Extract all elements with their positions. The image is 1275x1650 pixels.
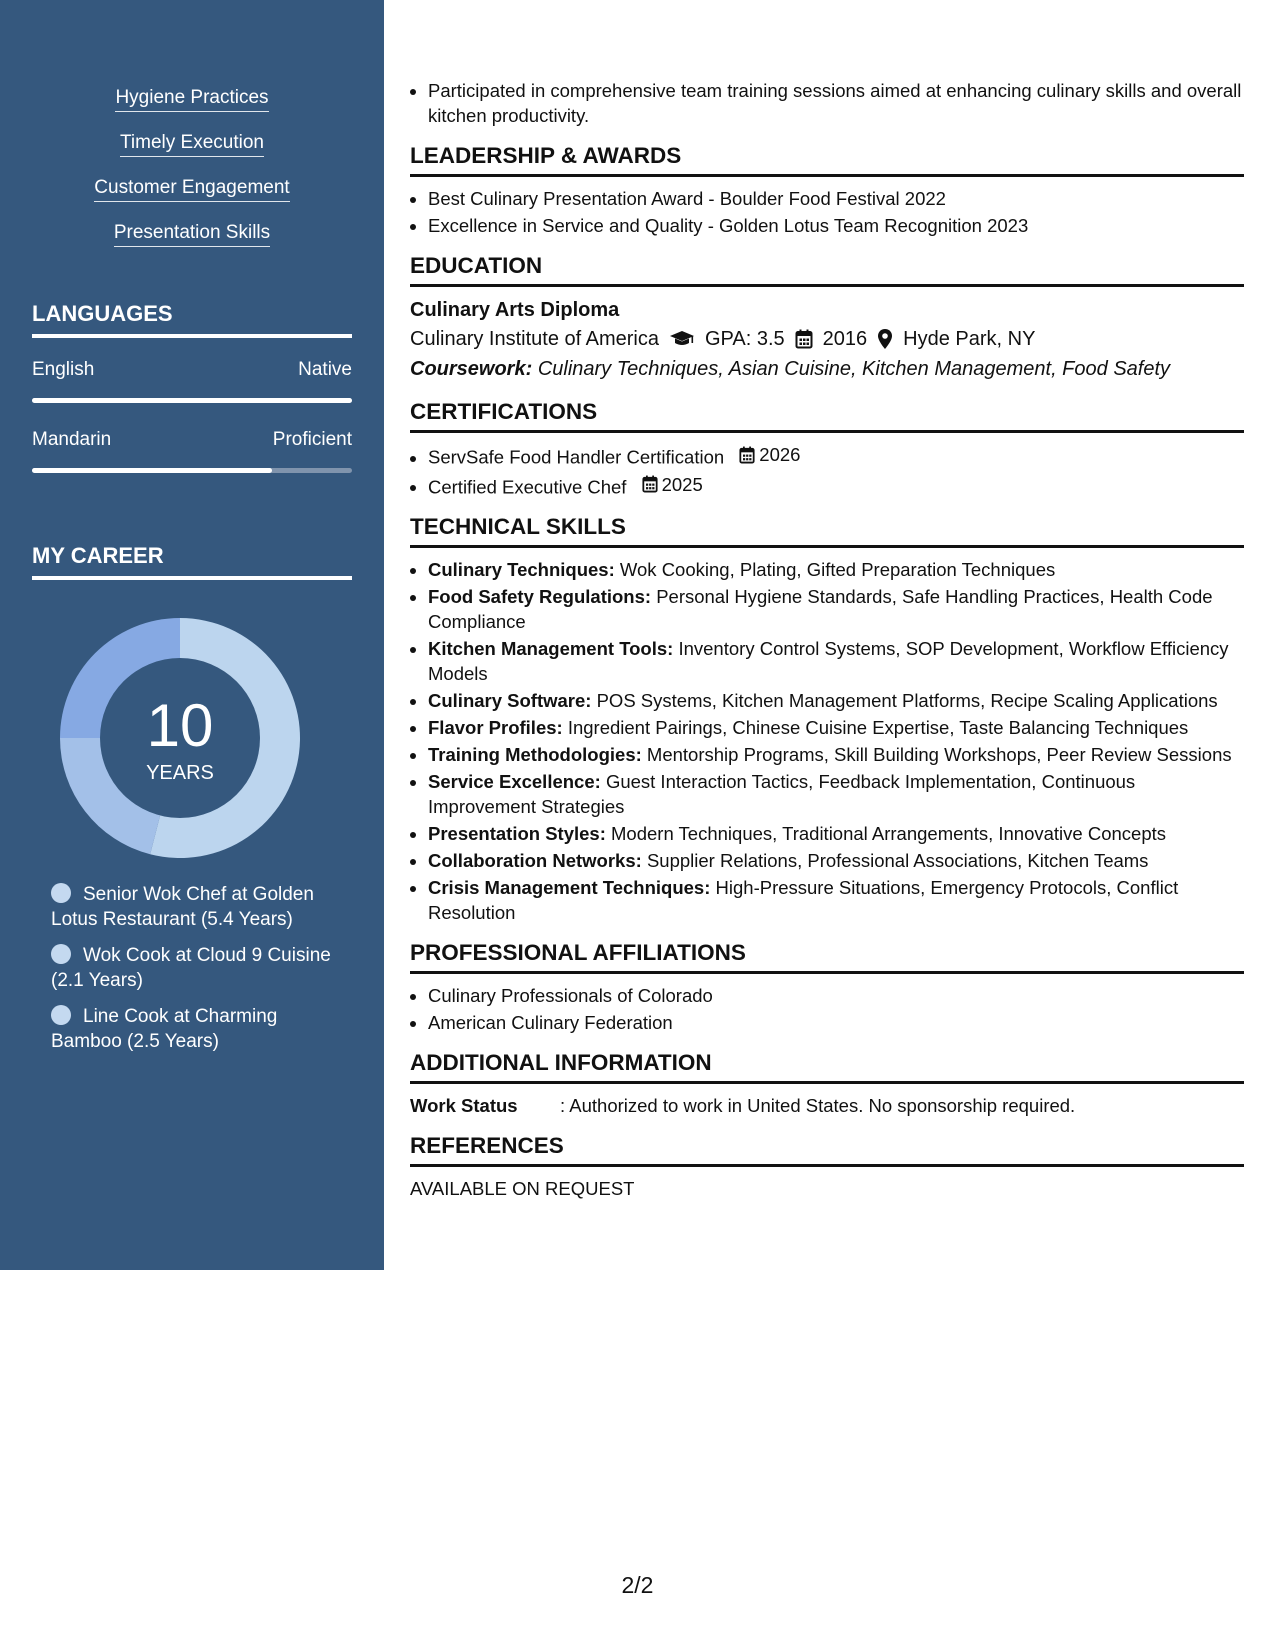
- language-mandarin: [32, 428, 352, 473]
- technical-skill-item: [428, 821, 1244, 846]
- career-item: [51, 1004, 351, 1054]
- career-total: 10: [146, 692, 214, 759]
- education-school: Culinary Institute of America: [410, 328, 659, 350]
- certification-name: ServSafe Food Handler Certification: [428, 446, 725, 468]
- skill-text: High-Pressure Situations, Emergency Protocols, Conflict Resolution: [428, 877, 1179, 923]
- career-text: Senior Wok Chef at Golden Lotus Restaurant (5.4 Years): [51, 884, 314, 930]
- skill-item: Timely Execution: [120, 131, 264, 157]
- skill-label: Crisis Management Techniques:: [428, 877, 711, 898]
- affiliation-item: • American Culinary Federation: [428, 1010, 1244, 1035]
- affiliations-list: [410, 983, 1244, 1035]
- calendar-icon: [795, 329, 813, 349]
- skill-label: Collaboration Networks:: [428, 850, 642, 871]
- calendar-icon: [739, 446, 755, 464]
- certifications-heading: CERTIFICATIONS: [410, 398, 1244, 433]
- skill-label: Food Safety Regulations:: [428, 586, 652, 607]
- leadership-item: • Best Culinary Presentation Award - Boulder Food Festival 2022: [428, 186, 1244, 211]
- education-gpa: GPA: 3.5: [705, 328, 785, 350]
- main-content: [410, 78, 1244, 1201]
- technical-skill-item: [428, 688, 1244, 713]
- technical-skill-item: [428, 715, 1244, 740]
- technical-skills-heading: TECHNICAL SKILLS: [410, 513, 1244, 548]
- additional-info-heading: ADDITIONAL INFORMATION: [410, 1049, 1244, 1084]
- experience-bullet: • Participated in comprehensive team training sessions aimed at enhancing culinary skills and overall kitchen productivity.: [428, 78, 1244, 128]
- language-bar-fill: [32, 398, 352, 403]
- language-name: English: [32, 359, 95, 380]
- calendar-icon: [642, 475, 658, 493]
- skill-label: Training Methodologies:: [428, 744, 642, 765]
- map-pin-icon: [877, 328, 893, 350]
- education-year: 2016: [822, 328, 868, 350]
- work-status-value: : Authorized to work in United States. No sponsorship required.: [560, 1095, 1076, 1116]
- bullet-dot-icon: [51, 1005, 71, 1025]
- affiliation-item: • Culinary Professionals of Colorado: [428, 983, 1244, 1008]
- skill-item: Customer Engagement: [94, 176, 289, 202]
- skill-text: Inventory Control Systems, SOP Development, Workflow Efficiency Models: [428, 638, 1229, 684]
- technical-skill-item: [428, 584, 1244, 634]
- skill-text: Supplier Relations, Professional Associations, Kitchen Teams: [646, 850, 1149, 871]
- language-bar: [32, 398, 352, 403]
- leadership-heading: LEADERSHIP & AWARDS: [410, 142, 1244, 177]
- career-text: Wok Cook at Cloud 9 Cuisine (2.1 Years): [51, 945, 331, 991]
- skill-text: Modern Techniques, Traditional Arrangements, Innovative Concepts: [611, 823, 1166, 844]
- work-status-row: [410, 1093, 1244, 1118]
- page-number: 2/2: [621, 1572, 654, 1598]
- technical-skill-item: [428, 557, 1244, 582]
- education-heading: EDUCATION: [410, 252, 1244, 287]
- skill-label: Culinary Software:: [428, 690, 592, 711]
- skill-text: Guest Interaction Tactics, Feedback Implementation, Continuous Improvement Strategies: [428, 771, 1136, 817]
- technical-skill-item: [428, 848, 1244, 873]
- language-level: Proficient: [272, 429, 352, 450]
- education-degree: Culinary Arts Diploma: [410, 299, 620, 321]
- skill-text: Mentorship Programs, Skill Building Workshops, Peer Review Sessions: [646, 744, 1232, 765]
- certification-year: 2025: [661, 473, 703, 495]
- coursework-label: Coursework:: [410, 358, 533, 380]
- skill-label: Service Excellence:: [428, 771, 601, 792]
- career-unit: YEARS: [146, 762, 214, 784]
- languages-heading: LANGUAGES: [32, 300, 352, 338]
- skill-item: Hygiene Practices: [115, 86, 268, 112]
- career-list: [51, 882, 351, 1065]
- language-english: [32, 358, 352, 403]
- experience-bullets: [410, 78, 1244, 128]
- language-bar: [32, 468, 352, 473]
- references-text: AVAILABLE ON REQUEST: [410, 1178, 635, 1199]
- skill-label: Culinary Techniques:: [428, 559, 615, 580]
- skill-text: Wok Cooking, Plating, Gifted Preparation Techniques: [619, 559, 1056, 580]
- skill-text: Ingredient Pairings, Chinese Cuisine Expertise, Taste Balancing Techniques: [567, 717, 1189, 738]
- certification-year: 2026: [759, 444, 801, 465]
- leadership-list: [410, 186, 1244, 238]
- career-donut-chart: [60, 618, 300, 858]
- skills-list: [0, 86, 384, 266]
- certification-item: [428, 442, 1244, 470]
- coursework-text: Culinary Techniques, Asian Cuisine, Kitchen Management, Food Safety: [537, 358, 1171, 380]
- skill-label: Flavor Profiles:: [428, 717, 563, 738]
- certifications-list: [410, 442, 1244, 499]
- education-details: [410, 324, 1244, 354]
- technical-skill-item: [428, 742, 1244, 767]
- work-status-label: Work Status: [410, 1095, 518, 1116]
- affiliations-heading: PROFESSIONAL AFFILIATIONS: [410, 939, 1244, 974]
- skill-text: POS Systems, Kitchen Management Platforms, Recipe Scaling Applications: [596, 690, 1218, 711]
- language-bar-fill: [32, 468, 272, 473]
- sidebar: [0, 0, 384, 1270]
- leadership-item: • Excellence in Service and Quality - Golden Lotus Team Recognition 2023: [428, 213, 1244, 238]
- graduation-cap-icon: [669, 330, 695, 348]
- career-item: [51, 943, 351, 993]
- language-level: Native: [298, 359, 352, 380]
- skill-text: Personal Hygiene Standards, Safe Handling Practices, Health Code Compliance: [428, 586, 1213, 632]
- career-item: [51, 882, 351, 932]
- technical-skill-item: [428, 769, 1244, 819]
- education-location: Hyde Park, NY: [903, 328, 1036, 350]
- references-heading: REFERENCES: [410, 1132, 1244, 1167]
- language-name: Mandarin: [32, 429, 112, 450]
- career-heading: MY CAREER: [32, 542, 352, 580]
- certification-item: [428, 472, 1244, 500]
- bullet-dot-icon: [51, 883, 71, 903]
- technical-skills-list: [410, 557, 1244, 925]
- skill-label: Kitchen Management Tools:: [428, 638, 674, 659]
- technical-skill-item: [428, 875, 1244, 925]
- certification-name: Certified Executive Chef: [428, 476, 627, 497]
- skill-item: Presentation Skills: [114, 221, 270, 247]
- career-text: Line Cook at Charming Bamboo (2.5 Years): [51, 1006, 278, 1052]
- bullet-dot-icon: [51, 944, 71, 964]
- technical-skill-item: [428, 636, 1244, 686]
- skill-label: Presentation Styles:: [428, 823, 606, 844]
- education-coursework: [410, 354, 1244, 384]
